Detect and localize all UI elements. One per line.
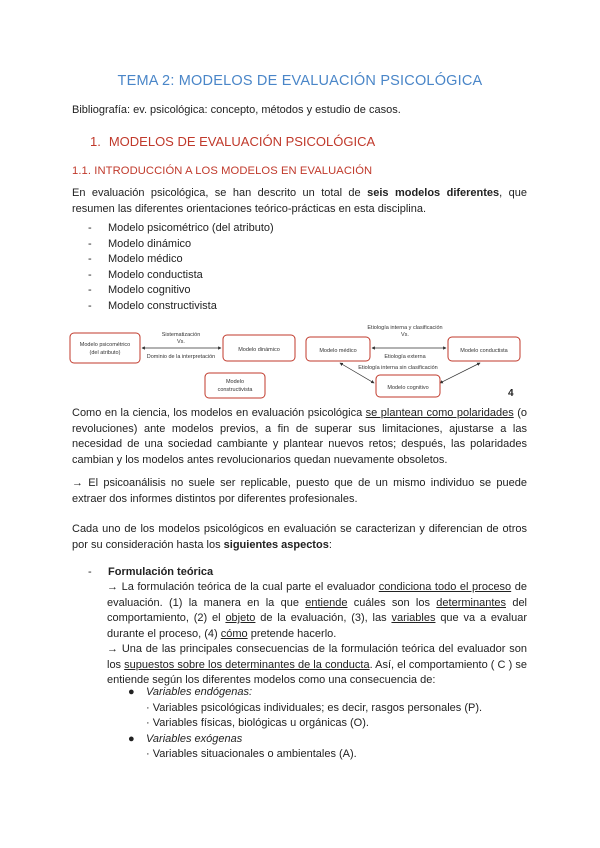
bottom-label: Etiología interna sin clasificación	[358, 365, 438, 371]
list-item: ● Variables exógenas	[128, 732, 482, 748]
formulation-paragraph-2: → Una de las principales consecuencias de la formulación teórica del evaluador son los supuestos sobre los determinantes de la conducta. Así, el comportamiento ( C ) se entiende según los diferentes modelos como una consecuencia de:	[107, 643, 527, 686]
list-subitem: · Variables físicas, biológicas u orgánicas (O).	[146, 717, 369, 729]
list-item: - Modelo conductista	[88, 268, 203, 281]
intro-bold: seis modelos diferentes	[367, 187, 500, 199]
box-constructivista	[205, 373, 265, 398]
page-number: 4	[508, 388, 514, 399]
list-subitem: · Variables psicológicas individuales; es decir, rasgos personales (P).	[146, 701, 483, 714]
psychoanalysis-paragraph: → El psicoanálisis no suele ser replicable, puesto que de un mismo individuo se puede extraer dos informes distintos por diferentes profesionales.	[72, 477, 527, 505]
box-psicometrico-line1: Modelo psicométrico	[79, 342, 131, 348]
arrow-left-bottom: Dominio de la interpretación	[146, 354, 216, 360]
arrow-left-top1: Sistematización	[161, 332, 201, 338]
list-subitem: · Variables situacionales o ambientales (A).	[146, 748, 357, 760]
section-label: MODELOS DE EVALUACIÓN PSICOLÓGICA	[108, 134, 376, 149]
section-heading	[90, 134, 375, 149]
list-item: - Modelo cognitivo	[88, 284, 191, 297]
box-conductista-label: Modelo conductista	[460, 348, 508, 354]
models-list	[88, 221, 274, 315]
document-title: TEMA 2: MODELOS DE EVALUACIÓN PSICOLÓGICA	[117, 73, 483, 89]
list-item: - Modelo médico	[88, 253, 183, 266]
aspects-paragraph: Cada uno de los modelos psicológicos en evaluación se caracterizan y diferencian de otros por su consideración hasta los siguientes aspectos:	[72, 523, 527, 551]
formulation-paragraph-1: → La formulación teórica de la cual parte el evaluador condiciona todo el proceso de evaluación. (1) la manera en la que entiende cuáles son los determinantes del comportamiento, (2) el objeto de la evaluación, (3), las variables que va a evaluar durante el proceso, (4) cómo pretende hacerlo.	[107, 581, 527, 640]
arrow-conductista-cognitivo	[440, 363, 480, 383]
top-label-1: Etiología interna y clasificación	[367, 325, 443, 331]
bullet-icon: ●	[128, 732, 135, 745]
box-cognitivo-label: Modelo cognitivo	[387, 385, 429, 391]
subsection-formulation: - Formulación teórica	[88, 566, 214, 578]
top-label-2: Vs.	[401, 332, 409, 338]
subsection-heading: 1.1. INTRODUCCIÓN A LOS MODELOS EN EVALUACIÓN	[72, 165, 373, 177]
box-constructivista-line1: Modelo	[225, 379, 245, 385]
formulation-body	[107, 580, 527, 689]
box-medico-label: Modelo médico	[319, 348, 357, 354]
list-item: - Modelo psicométrico (del atributo)	[88, 222, 274, 234]
bibliography: Bibliografía: ev. psicológica: concepto, métodos y estudio de casos.	[72, 104, 401, 116]
list-item: - Modelo constructivista	[88, 299, 217, 312]
bullet-icon: ●	[128, 686, 135, 698]
box-psicometrico-line2: (del atributo)	[89, 350, 121, 356]
intro-paragraph: En evaluación psicológica, se han descrito un total de seis modelos diferentes, que resumen las diferentes orientaciones teórico-prácticas en esta disciplina.	[72, 187, 528, 215]
box-constructivista-line2: constructivista	[217, 387, 253, 393]
polarities-paragraph: Como en la ciencia, los modelos en evaluación psicológica se plantean como polaridades (o revoluciones) ante modelos previos, a fin de superar sus limitaciones, ajustarse a las necesidad de una sociedad cambiante y plantear nuevos retos; después, las polaridades cambian y los modelos antes revolucionarios quedan nuevamente obsoletos.	[72, 407, 527, 466]
box-psicometrico	[70, 333, 140, 363]
list-item: ● Variables endógenas:	[128, 685, 482, 701]
models-diagram	[68, 323, 528, 403]
variables-list	[128, 685, 482, 763]
list-item: - Modelo dinámico	[88, 237, 192, 250]
section-number: 1.	[90, 134, 101, 149]
mid-label: Etiología externa	[384, 354, 426, 360]
box-dinamico-label: Modelo dinámico	[238, 347, 280, 353]
arrow-left-top2: Vs.	[177, 339, 185, 345]
